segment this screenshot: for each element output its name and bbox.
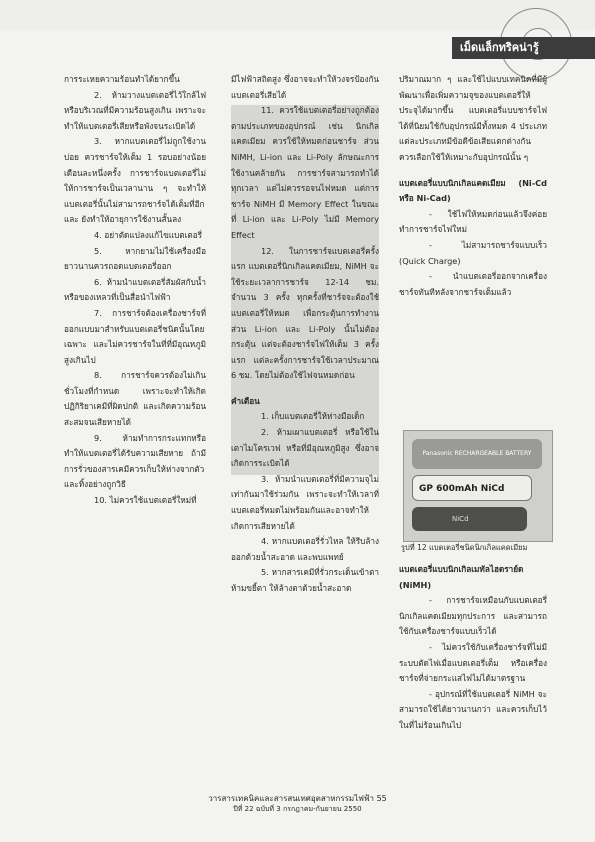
paragraph: 8. การชาร์จควรต้องไม่เกินชั่วโมงที่กำหนด เพราะจะทำให้เกิดปฏิกิริยาเคมีที่ผิดปกติ และเกิดความร้อนสะสมจนเสียหายได้	[64, 370, 206, 428]
battery-gp	[412, 475, 532, 501]
paragraph: 2. ห้ามเผาแบตเตอรี่ หรือใช้ในเตาไมโครเวฟ หรือที่มีอุณหภูมิสูง ซึ่งอาจเกิดการระเบิดได้	[231, 427, 379, 469]
battery-label-gp: GP 600mAh NiCd	[419, 484, 505, 494]
section-banner: เม็ดแล็กทริคน่ารู้	[452, 37, 595, 59]
footer-line-2: ปีที่ 22 ฉบับที่ 3 กรกฎาคม-กันยายน 2550	[233, 805, 362, 813]
paragraph: 3. ห้ามนำแบตเตอรี่ที่มีความจุไม่เท่ากันมาใช้ร่วมกัน เพราะจะทำให้เวลาที่แบตเตอรี่หมดไม่พร้อมกันและอาจทำให้เกิดการเสียหายได้	[231, 473, 379, 531]
column-3	[399, 72, 547, 300]
section-nimh	[399, 562, 547, 734]
figure-caption: รูปที่ 12 แบตเตอรี่ชนิดนิกเกิลแคดเมียม	[401, 543, 528, 552]
column-2	[231, 72, 379, 597]
battery-label-nicd: NiCd	[452, 515, 469, 523]
paragraph: - การชาร์จเหมือนกับแบตเตอรี่นิกเกิลแคดเมียมทุกประการ และสามารถใช้กับเครื่องชาร์จแบบเร็วได้	[399, 595, 547, 637]
warning-title: คำเตือน	[231, 395, 260, 406]
paragraph: - อุปกรณ์ที่ใช้แบตเตอรี่ NiMH จะสามารถใช้ได้ยาวนานกว่า และควรเก็บไว้ในที่ไม่ร้อนเกินไป	[399, 688, 547, 730]
paragraph: 9. ห้ามทำการกระแทกหรือทำให้แบตเตอรี่ได้รับความเสียหาย ถ้ามีการรั่วของสารเคมีควรเก็บให้ห่างจากตัวและทิ้งอย่างถูกวิธี	[64, 432, 206, 490]
paragraph: 6. ห้ามนำแบตเตอรี่สัมผัสกับน้ำหรือของเหลวที่เป็นสื่อนำไฟฟ้า	[64, 276, 206, 303]
paragraph: มีไฟฟ้าสถิตสูง ซึ่งอาจจะทำให้วงจรป้องกันแบตเตอรี่เสียได้	[231, 74, 379, 100]
paragraph: 11. ควรใช้แบตเตอรี่อย่างถูกต้องตามประเภทของอุปกรณ์ เช่น นิกเกิลแคดเมียม ควรใช้ให้หมดก่อนชาร์จ ส่วน NiMH, Li-ion และ Li-Poly ลักษณะการใช้งานคล้ายกัน การชาร์จสามารถทำได้ทุกเวลา แต่ไม่ควรรอจนไฟหมด แต่การชาร์จ NiMH มี Memory Effect ในขณะที่ Li-ion และ Li-Poly ไม่มี Memory Effect	[231, 105, 379, 240]
paragraph: 7. การชาร์จต้องเครื่องชาร์จที่ออกแบบมาสำหรับแบตเตอรี่ชนิดนั้นโดยเฉพาะ และไม่ควรชาร์จในที่ที่มีอุณหภูมิสูงเกินไป	[64, 307, 206, 365]
paragraph: 5. หากยามไม่ใช้เครื่องมือยาวนานควรถอดแบตเตอรี่ออก	[64, 245, 206, 272]
paragraph: - ไม่สามารถชาร์จแบบเร็ว (Quick Charge)	[399, 239, 547, 266]
section-title-nicd: แบตเตอรี่แบบนิกเกิลแคดเมียม (Ni-Cd หรือ Ni-Cad)	[399, 177, 547, 204]
battery-photo	[403, 430, 553, 542]
battery-label-panasonic: Panasonic RECHARGEABLE BATTERY	[422, 450, 532, 457]
battery-nicd	[412, 507, 527, 531]
paragraph: 10. ไม่ควรใช้แบตเตอรี่ใหม่ที่	[94, 495, 197, 506]
paragraph: 4. หากแบตเตอรี่รั่วไหล ให้รีบล้างออกด้วยน้ำสะอาด และพบแพทย์	[231, 536, 379, 562]
paragraph: 3. หากแบตเตอรี่ไม่ถูกใช้งานบ่อย ควรชาร์จให้เต็ม 1 รอบอย่างน้อยเดือนละหนึ่งครั้ง การชาร์จแบตเตอรี่ไม่ให้การชาร์จเป็นเวลานาน ๆ จะทำให้แบตเตอรี่นั้นไม่สามารถชาร์จได้เต็มที่อีก และ ยังทำให้อายุการใช้งานสั้นลง	[64, 136, 206, 225]
paragraph: ปริมาณมาก ๆ และใช้ไปแบบเทคนิคที่มีผู้พัฒนาเพื่อเพิ่มความจุของแบตเตอรี่ให้ประจุได้มากขึ้น แบตเตอรี่แบบชาร์จไฟได้ที่นิยมใช้กับอุปกรณ์มีทั้งหมด 4 ประเภท แต่ละประเภทมีข้อดีข้อเสียแตกต่างกัน ควรเลือกใช้ให้เหมาะกับอุปกรณ์นั้น ๆ	[399, 74, 547, 162]
paragraph: 12. ในการชาร์จแบตเตอรี่ครั้งแรก แบตเตอรี่นิกเกิลแคดเมียม, NiMH จะใช้ระยะเวลาการชาร์จ 12-14 ชม. จำนวน 3 ครั้ง ทุกครั้งที่ชาร์จจะต้องใช้แบตเตอรี่ให้หมด เพื่อกระตุ้นการทำงาน ส่วน Li-ion และ Li-Poly นั้นไม่ต้องกระตุ้น แต่จะต้องชาร์จไฟให้เต็ม 3 ครั้งแรก แต่ละครั้งการชาร์จใช้เวลาประมาณ 6 ชม. โดยไม่ต้องใช้ไฟจนหมดก่อน	[231, 245, 379, 381]
paragraph: - ใช้ไฟให้หมดก่อนแล้วจึงค่อยทำการชาร์จไฟใหม่	[399, 208, 547, 235]
paragraph: 4. อย่าตัดแปลงแก้ไขแบตเตอรี่	[94, 229, 203, 240]
section-title-nimh: แบตเตอรี่แบบนิกเกิลเมทัลไฮดราย์ด (NiMH)	[399, 564, 524, 590]
paragraph: 1. เก็บแบตเตอรี่ให้ห่างมือเด็ก	[261, 411, 365, 422]
paragraph: การระเหยความร้อนทำได้ยากขึ้น	[64, 74, 180, 84]
footer-line-1: วารสารเทคนิคและสารสนเทศอุตสาหกรรมไฟฟ้า 55	[208, 794, 387, 803]
paragraph: - ไม่ควรใช้กับเครื่องชาร์จที่ไม่มีระบบตัดไฟเมื่อแบตเตอรี่เต็ม หรือเครื่องชาร์จที่จ่ายกระแสไฟไม่ได้มาตรฐาน	[399, 641, 547, 684]
battery-panasonic	[412, 439, 542, 469]
paragraph: 2. ห้ามวางแบตเตอรี่ไว้ใกล้ไฟ หรือบริเวณที่มีความร้อนสูงเกิน เพราะจะทำให้แบตเตอรี่เสียหรือพังจนระเบิดได้	[64, 89, 206, 131]
column-1	[64, 72, 206, 509]
paragraph: 5. หากสารเคมีที่รั่วกระเด็นเข้าตา ห้ามขยี้ตา ให้ล้างตาด้วยน้ำสะอาด	[231, 567, 379, 593]
paragraph: - นำแบตเตอรี่ออกจากเครื่องชาร์จทันทีหลังจากชาร์จเต็มแล้ว	[399, 271, 547, 297]
